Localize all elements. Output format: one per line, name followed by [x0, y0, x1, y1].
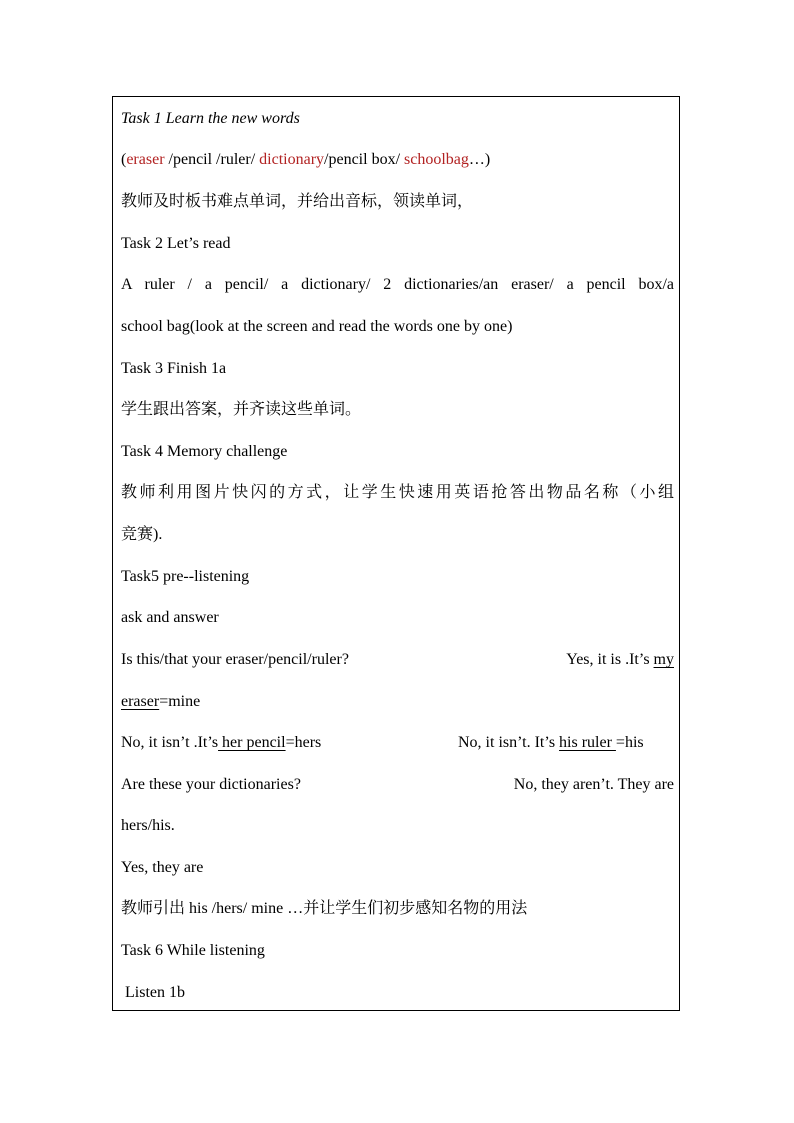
task6-title: Task 6 While listening — [121, 942, 265, 959]
his-ruler-underlined: his ruler — [559, 734, 616, 751]
answer-yes-it-is — [566, 650, 674, 670]
word-schoolbag: schoolbag — [404, 151, 469, 168]
answer-no-they-arent: No, they aren’t. They are — [513, 776, 674, 793]
word-list-close: …) — [468, 151, 491, 168]
answer-yes-they-are: Yes, they are — [121, 859, 204, 876]
question-are-these: Are these your dictionaries? — [121, 776, 301, 793]
word-list-mid2: /pencil box/ — [324, 151, 405, 168]
answer-my-underlined: my — [653, 651, 674, 668]
word-list-mid1: /pencil /ruler/ — [164, 151, 260, 168]
task6-listen: Listen 1b — [121, 984, 185, 1001]
task1-title: Task 1 Learn the new words — [121, 110, 300, 127]
word-dictionary: dictionary — [259, 151, 325, 168]
dialogue-row-1 — [121, 650, 674, 670]
no-hers-text: No, it isn’t .It’s — [121, 734, 219, 751]
answer-yes-text: Yes, it is .It’s — [566, 651, 654, 668]
dialogue-no-his — [458, 733, 644, 753]
task4-line2: 竞赛). — [121, 526, 163, 543]
question-is-this: Is this/that your eraser/pencil/ruler? — [121, 651, 349, 668]
dialogue-no-hers — [121, 733, 321, 753]
dialogue-row-2 — [121, 692, 200, 712]
answer-eraser-underlined: eraser — [121, 693, 160, 710]
task1-instruction: 教师及时板书难点单词，并给出音标，领读单词， — [121, 193, 474, 210]
task2-title: Task 2 Let’s read — [121, 235, 231, 252]
task3-title: Task 3 Finish 1a — [121, 360, 227, 377]
her-pencil-underlined: her pencil — [218, 734, 286, 751]
equals-hers: =hers — [285, 734, 322, 751]
task5-instruction: 教师引出 his /hers/ mine …并让学生们初步感知名物的用法 — [121, 900, 528, 917]
answer-mine: =mine — [159, 693, 201, 710]
word-list-open: ( — [121, 151, 127, 168]
word-eraser: eraser — [126, 151, 165, 168]
task5-subtitle: ask and answer — [121, 609, 219, 626]
equals-his: =his — [615, 734, 644, 751]
dialogue-row-plural — [121, 775, 674, 795]
task4-title: Task 4 Memory challenge — [121, 443, 288, 460]
no-his-text: No, it isn’t. It’s — [458, 734, 560, 751]
task3-instruction: 学生跟出答案，并齐读这些单词。 — [121, 401, 362, 418]
task1-word-list — [121, 150, 490, 170]
task5-title: Task5 pre--listening — [121, 568, 250, 585]
task2-line2: school bag(look at the screen and read the words one by one) — [121, 318, 513, 335]
lesson-steps-table-cell — [112, 96, 680, 1011]
task4-line1: 教师利用图片快闪的方式，让学生快速用英语抢答出物品名称（小组 — [121, 484, 674, 501]
answer-hers-his: hers/his. — [121, 817, 175, 834]
task2-line1: A ruler / a pencil/ a dictionary/ 2 dictionaries/an eraser/ a pencil box/a — [121, 276, 674, 293]
